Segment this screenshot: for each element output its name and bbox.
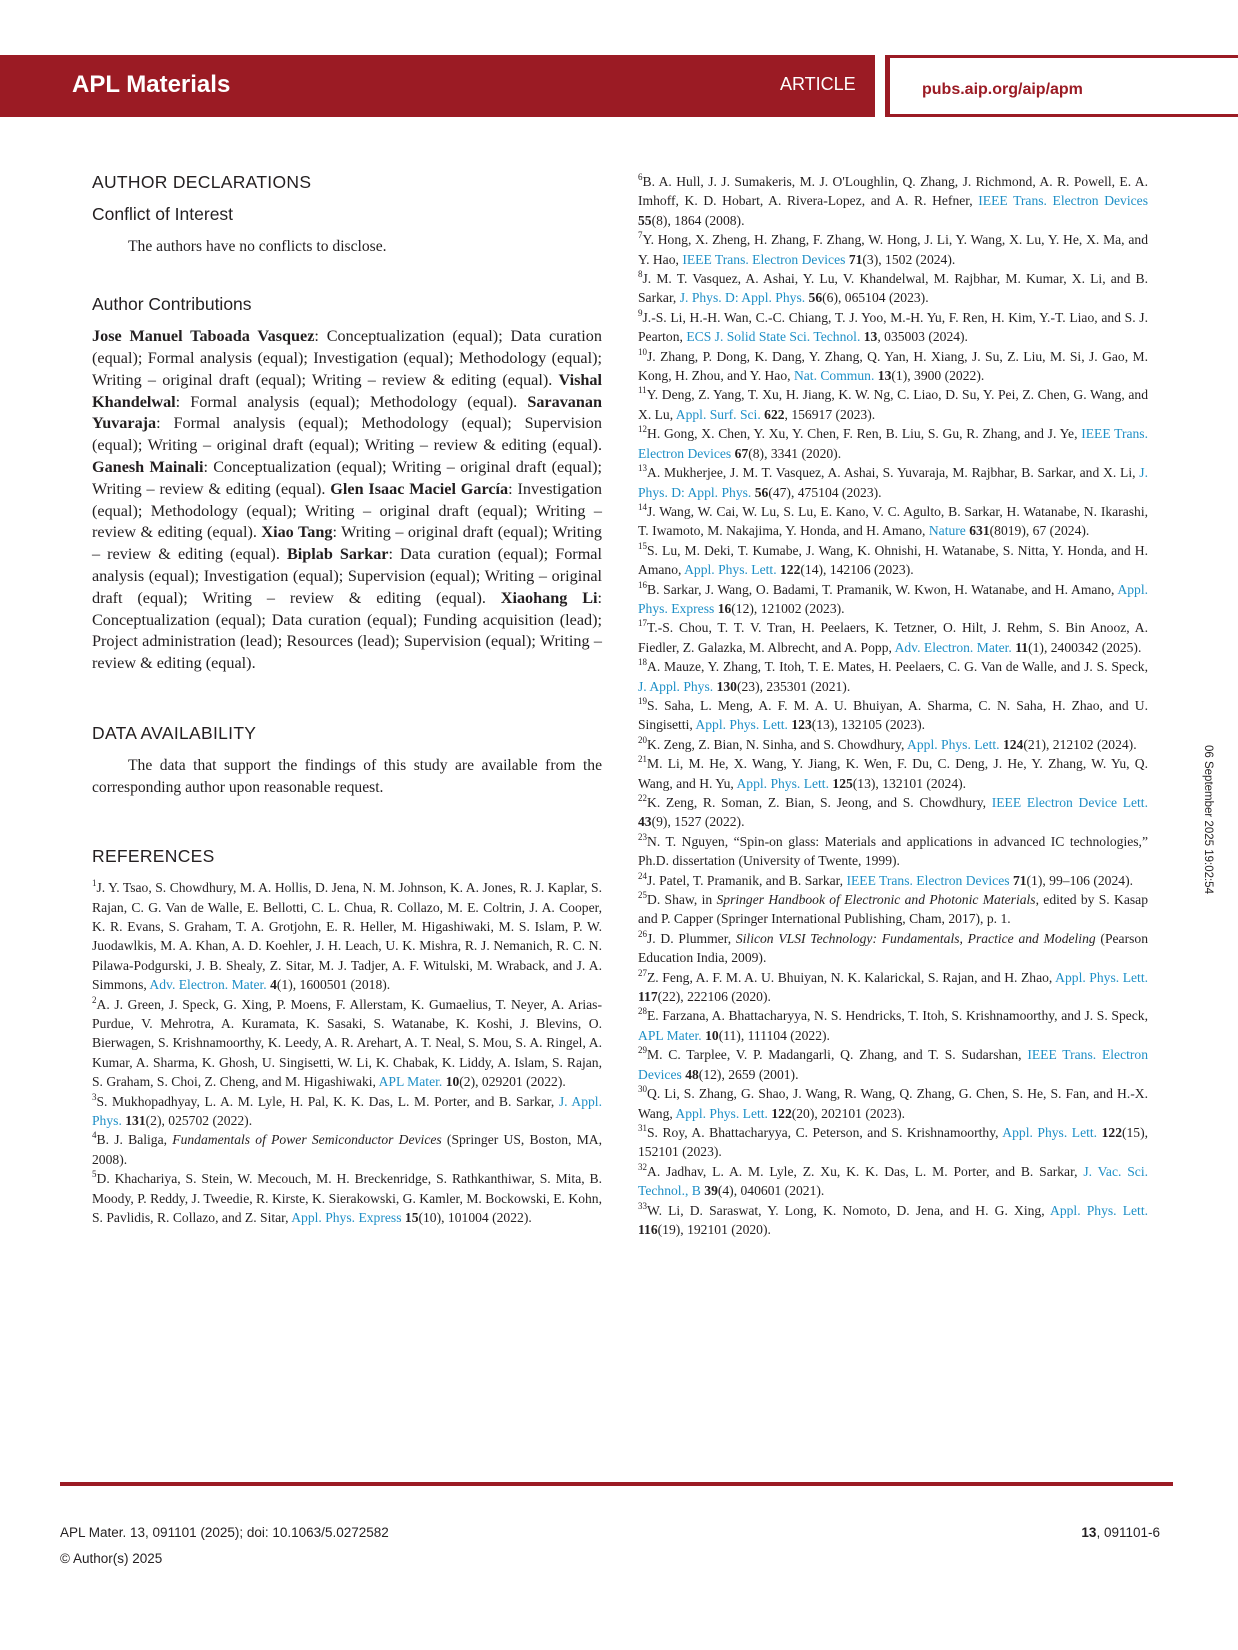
reference-item: $^{28}$E. Farzana, A. Bhattacharyya, N. S. Hendricks, T. Itoh, S. Krishnamoorthy, and J. S. Speck, APL Mater. 10(11), 111104 (2022). xyxy=(638,1006,1148,1043)
reference-item: $^7$Y. Hong, X. Zheng, H. Zhang, F. Zhang, W. Hong, J. Li, Y. Wang, X. Lu, Y. He, X. Ma, and Y. Hao, IEEE Trans. Electron Devices 71(3), 1502 (2024). xyxy=(638,230,1148,267)
journal-link[interactable]: Appl. Phys. Lett. xyxy=(1050,1202,1148,1218)
reference-number: 4 xyxy=(92,1130,97,1141)
volume-number: 16 xyxy=(717,600,732,616)
volume-number: 55 xyxy=(638,212,652,228)
contributor-name: Vishal Khandelwal xyxy=(92,370,602,411)
journal-link[interactable]: Adv. Electron. Mater. xyxy=(894,639,1012,655)
reference-item: $^{26}$J. D. Plummer, Silicon VLSI Technology: Fundamentals, Practice and Modeling (Pearson Education India, 2009). xyxy=(638,928,1148,966)
footer-page-number: 13, 091101-6 xyxy=(1081,1525,1160,1540)
reference-number: 23 xyxy=(638,831,647,842)
volume-number: 123 xyxy=(791,717,812,733)
reference-number: 22 xyxy=(638,793,647,803)
reference-item: $^{24}$J. Patel, T. Pramanik, and B. Sarkar, IEEE Trans. Electron Devices 71(1), 99–106 (2024). xyxy=(638,870,1133,888)
volume-number: 48 xyxy=(685,1066,699,1082)
journal-link[interactable]: J. Appl. Phys. xyxy=(92,1093,602,1128)
volume-number: 67 xyxy=(734,445,749,461)
contributor-name: Glen Isaac Maciel García xyxy=(330,479,509,498)
reference-item: $^{16}$B. Sarkar, J. Wang, O. Badami, T. Pramanik, W. Kwon, H. Watanabe, and H. Amano, Appl. Phys. Express 16(12), 121002 (2023). xyxy=(638,579,1148,616)
journal-link[interactable]: Appl. Phys. Express xyxy=(291,1210,402,1226)
article-type: ARTICLE xyxy=(780,74,856,94)
book-title: Springer Handbook of Electronic and Photonic Materials xyxy=(716,892,1036,908)
reference-item: $^{29}$M. C. Tarplee, V. P. Madangarli, Q. Zhang, and T. S. Sudarshan, IEEE Trans. Electron Devices 48(12), 2659 (2001). xyxy=(638,1045,1149,1082)
footer-citation: APL Mater. 13, 091101 (2025); doi: 10.1063/5.0272582 xyxy=(60,1525,389,1540)
contributor-roles: : Conceptualization (equal); Data curation (equal); Formal analysis (equal); Investigation (equal); Methodology (equal); Writing – original draft (equal); Writing – review & editing (equal). xyxy=(92,327,602,389)
url-box xyxy=(890,58,1238,114)
reference-number: 26 xyxy=(638,928,647,939)
reference-number: 27 xyxy=(638,967,647,978)
volume-number: 122 xyxy=(780,562,801,578)
journal-link[interactable]: ECS J. Solid State Sci. Technol. xyxy=(686,329,861,345)
reference-number: 3 xyxy=(92,1091,97,1102)
volume-number: 631 xyxy=(969,523,990,539)
journal-link[interactable]: APL Mater. xyxy=(378,1074,443,1090)
reference-item: $^{20}$K. Zeng, Z. Bian, N. Sinha, and S. Chowdhury, Appl. Phys. Lett. 124(21), 212102 (2024). xyxy=(638,734,1137,752)
journal-link[interactable]: Appl. Phys. Lett. xyxy=(1002,1124,1098,1140)
reference-item: $^6$B. A. Hull, J. J. Sumakeris, M. J. O'Loughlin, Q. Zhang, J. Richmond, A. R. Powell, E. A. Imhoff, K. D. Hobart, A. Rivera-Lopez, and A. R. Hefner, IEEE Trans. Electron Devices 55(8), 1864 (2008). xyxy=(638,172,1148,228)
data-availability-heading: DATA AVAILABILITY xyxy=(92,722,257,743)
reference-number: 14 xyxy=(638,501,647,512)
reference-item: $^{27}$Z. Feng, A. F. M. A. U. Bhuiyan, N. K. Kalarickal, S. Rajan, and H. Zhao, Appl. Phys. Lett. 117(22), 222106 (2020). xyxy=(638,967,1148,1005)
reference-item: $^2$A. J. Green, J. Speck, G. Xing, P. Moens, F. Allerstam, K. Gumaelius, T. Neyer, A. Arias-Purdue, V. Mehrotra, A. Kuramata, K. Sasaki, S. Watanabe, K. Koshi, J. Blevins, O. Bierwagen, S. Krishnamoorthy, K. Leedy, A. R. Arehart, A. T. Neal, S. Mou, S. A. Ringel, A. Kumar, A. Sharma, K. Ghosh, U. Singisetti, W. Li, K. Chabak, K. Liddy, A. Islam, S. Rajan, S. Graham, S. Choi, Z. Cheng, and M. Higashiwaki, APL Mater. 10(2), 029201 (2022). xyxy=(92,994,602,1090)
journal-link[interactable]: Appl. Phys. Lett. xyxy=(695,717,788,733)
reference-item: $^{17}$T.-S. Chou, T. T. V. Tran, H. Peelaers, K. Tetzner, O. Hilt, J. Rehm, S. Bin Anooz, A. Fiedler, Z. Galazka, M. Albrecht, and A. Popp, Adv. Electron. Mater. 11(1), 2400342 (2025). xyxy=(638,618,1148,655)
url-bar xyxy=(885,55,1238,117)
data-availability-text: The data that support the findings of this study are available from the corresponding author upon reasonable request. xyxy=(92,756,602,796)
reference-number: 10 xyxy=(638,346,647,357)
reference-number: 32 xyxy=(638,1161,647,1172)
journal-link[interactable]: APL Mater. xyxy=(638,1027,702,1043)
reference-item: $^8$J. M. T. Vasquez, A. Ashai, Y. Lu, V. Khandelwal, M. Rajbhar, M. Kumar, X. Li, and B. Sarkar, J. Phys. D: Appl. Phys. 56(6), 065104 (2023). xyxy=(638,269,1148,306)
reference-item: $^{15}$S. Lu, M. Deki, T. Kumabe, J. Wang, K. Ohnishi, H. Watanabe, S. Nitta, Y. Honda, and H. Amano, Appl. Phys. Lett. 122(14), 142106 (2023). xyxy=(638,540,1148,578)
volume-number: 131 xyxy=(125,1113,146,1128)
reference-number: 29 xyxy=(638,1045,647,1056)
contributor-roles: : Conceptualization (equal); Data curation (equal); Funding acquisition (lead); Project administration (lead); Resources (lead); Supervision (equal); Writing – review & editing (equal). xyxy=(92,588,602,673)
footer-rule xyxy=(60,1482,1173,1486)
contributor-roles: : Data curation (equal); Formal analysis (equal); Investigation (equal); Supervision (equal); Writing – original draft (equal); Writing – review & editing (equal). xyxy=(92,545,602,607)
journal-url-link[interactable]: pubs.aip.org/aip/apm xyxy=(922,81,1083,98)
coi-heading: Conflict of Interest xyxy=(92,203,234,224)
journal-link[interactable]: Appl. Phys. Lett. xyxy=(736,775,829,791)
reference-number: 18 xyxy=(638,657,647,668)
reference-item: $^3$S. Mukhopadhyay, L. A. M. Lyle, H. Pal, K. K. Das, L. M. Porter, and B. Sarkar, J. Appl. Phys. 131(2), 025702 (2022). xyxy=(92,1091,602,1128)
reference-number: 21 xyxy=(638,754,647,765)
reference-number: 6 xyxy=(638,172,643,182)
journal-link[interactable]: J. Phys. D: Appl. Phys. xyxy=(679,290,806,306)
contributor-name: Saravanan Yuvaraja xyxy=(92,392,602,433)
reference-item: $^5$D. Khachariya, S. Stein, W. Mecouch, M. H. Breckenridge, S. Rathkanthiwar, S. Mita, B. Moody, P. Reddy, J. Tweedie, R. Kirste, K. Sierakowski, G. Kamler, M. Bockowski, E. Kohn, S. Pavlidis, R. Collazo, and Z. Sitar, Appl. Phys. Express 15(10), 101004 (2022). xyxy=(92,1169,602,1226)
reference-number: 30 xyxy=(638,1084,647,1095)
journal-link[interactable]: Appl. Phys. Express xyxy=(638,581,1148,616)
reference-number: 25 xyxy=(638,890,647,901)
volume-number: 71 xyxy=(1012,872,1027,888)
volume-number: 125 xyxy=(832,775,853,791)
author-contributions-text xyxy=(92,326,602,675)
journal-link[interactable]: Appl. Phys. Lett. xyxy=(675,1105,768,1121)
volume-number: 117 xyxy=(638,989,658,1005)
reference-item: $^{11}$Y. Deng, Z. Yang, T. Xu, H. Jiang, K. W. Ng, C. Liao, D. Su, Y. Pei, Z. Chen, G. Wang, and X. Lu, Appl. Surf. Sci. 622, 156917 (2023). xyxy=(638,385,1148,422)
reference-item: $^{13}$A. Mukherjee, J. M. T. Vasquez, A. Ashai, S. Yuvaraja, M. Rajbhar, B. Sarkar, and X. Li, J. Phys. D: Appl. Phys. 56(47), 475104 (2023). xyxy=(638,463,1148,500)
journal-link[interactable]: IEEE Trans. Electron Devices xyxy=(978,193,1148,209)
journal-link[interactable]: J. Phys. D: Appl. Phys. xyxy=(638,465,1148,500)
coi-text: The authors have no conflicts to disclose. xyxy=(128,237,387,255)
contributor-name: Jose Manuel Taboada Vasquez xyxy=(92,327,315,346)
contributor-roles: : Writing – original draft (equal); Writing – review & editing (equal). xyxy=(92,523,602,564)
footer-copyright: © Author(s) 2025 xyxy=(60,1551,163,1566)
journal-link[interactable]: IEEE Trans. Electron Devices xyxy=(638,1047,1149,1082)
journal-link[interactable]: Appl. Phys. Lett. xyxy=(907,736,1000,752)
journal-link[interactable]: Appl. Phys. Lett. xyxy=(684,562,777,578)
references-heading: REFERENCES xyxy=(92,846,215,867)
volume-number: 622 xyxy=(764,406,785,422)
reference-number: 16 xyxy=(638,579,647,590)
reference-list-right xyxy=(638,172,1148,1239)
book-title: Fundamentals of Power Semiconductor Devices xyxy=(172,1132,442,1148)
reference-item: $^1$J. Y. Tsao, S. Chowdhury, M. A. Hollis, D. Jena, N. M. Johnson, K. A. Jones, R. J. Kaplar, S. Rajan, C. G. Van de Walle, E. Bellotti, C. L. Chua, R. Collazo, M. E. Coltrin, J. A. Cooper, K. R. Evans, S. Graham, T. A. Grotjohn, E. R. Heller, M. Higashiwaki, M. S. Islam, P. W. Juodawlkis, M. A. Khan, A. D. Koehler, J. H. Leach, U. K. Mishra, R. J. Nemanich, R. C. N. Pilawa-Podgurski, J. B. Shealy, Z. Sitar, M. J. Tadjer, A. F. Witulski, M. Wraback, and J. A. Simmons, Adv. Electron. Mater. 4(1), 1600501 (2018). xyxy=(92,878,602,993)
reference-number: 11 xyxy=(638,385,647,396)
contributor-name: Xiaohang Li xyxy=(500,588,598,607)
reference-number: 20 xyxy=(638,734,647,745)
contributor-roles: : Conceptualization (equal); Writing – original draft (equal); Writing – review & editing (equal). xyxy=(92,457,602,498)
reference-number: 28 xyxy=(638,1006,647,1017)
volume-number: 130 xyxy=(716,678,737,694)
volume-number: 13 xyxy=(877,368,892,384)
reference-number: 19 xyxy=(638,695,647,706)
volume-number: 10 xyxy=(445,1074,460,1090)
reference-item: $^{22}$K. Zeng, R. Soman, Z. Bian, S. Jeong, and S. Chowdhury, IEEE Electron Device Lett. 43(9), 1527 (2022). xyxy=(638,793,1148,830)
author-declarations-heading: AUTHOR DECLARATIONS xyxy=(92,172,312,192)
contributor-name: Ganesh Mainali xyxy=(92,457,204,476)
journal-header xyxy=(0,55,1238,117)
left-column xyxy=(92,172,602,1227)
reference-number: 1 xyxy=(92,878,97,889)
reference-number: 24 xyxy=(638,870,647,881)
reference-item: $^{32}$A. Jadhav, L. A. M. Lyle, Z. Xu, K. K. Das, L. M. Porter, and B. Sarkar, J. Vac. Sci. Technol., B 39(4), 040601 (2021). xyxy=(638,1161,1148,1199)
journal-link[interactable]: Nature xyxy=(928,523,966,539)
volume-number: 15 xyxy=(404,1210,419,1226)
journal-link[interactable]: IEEE Trans. Electron Devices xyxy=(846,872,1010,888)
volume-number: 39 xyxy=(704,1183,718,1199)
contributor-name: Biplab Sarkar xyxy=(286,545,389,564)
volume-number: 10 xyxy=(705,1027,719,1043)
reference-item: $^4$B. J. Baliga, Fundamentals of Power Semiconductor Devices (Springer US, Boston, MA, 2008). xyxy=(92,1130,603,1167)
book-title: Silicon VLSI Technology: Fundamentals, Practice and Modeling xyxy=(735,930,1096,946)
volume-number: 122 xyxy=(1101,1124,1122,1140)
header-bar xyxy=(0,55,875,117)
volume-number: 122 xyxy=(771,1105,792,1121)
reference-number: 13 xyxy=(638,463,647,474)
reference-number: 5 xyxy=(92,1169,97,1180)
journal-link[interactable]: J. Appl. Phys. xyxy=(638,678,714,694)
contributor-roles: : Investigation (equal); Methodology (equal); Writing – original draft (equal); Writing – review & editing (equal). xyxy=(92,479,603,542)
contributor-name: Xiao Tang xyxy=(261,523,333,542)
reference-number: 31 xyxy=(638,1122,647,1133)
reference-item: $^{31}$S. Roy, A. Bhattacharyya, C. Peterson, and S. Krishnamoorthy, Appl. Phys. Lett. 122(15), 152101 (2023). xyxy=(638,1122,1149,1160)
reference-number: 9 xyxy=(638,307,643,318)
reference-number: 2 xyxy=(92,994,97,1005)
reference-number: 7 xyxy=(638,230,643,241)
journal-link[interactable]: Appl. Phys. Lett. xyxy=(1055,969,1148,985)
journal-link[interactable]: Adv. Electron. Mater. xyxy=(149,977,267,993)
reference-item: $^{10}$J. Zhang, P. Dong, K. Dang, Y. Zhang, Q. Yan, H. Xiang, J. Su, Z. Liu, M. Si, J. Gao, M. Kong, H. Zhou, and Y. Hao, Nat. Commun. 13(1), 3900 (2022). xyxy=(638,346,1148,384)
reference-item: $^9$J.-S. Li, H.-H. Wan, C.-C. Chiang, T. J. Yoo, M.-H. Yu, F. Ren, H. Kim, Y.-T. Liao, and S. J. Pearton, ECS J. Solid State Sci. Technol. 13, 035003 (2024). xyxy=(638,307,1148,345)
journal-link[interactable]: IEEE Electron Device Lett. xyxy=(991,795,1148,810)
reference-item: $^{25}$D. Shaw, in Springer Handbook of Electronic and Photonic Materials, edited by S. Kasap and P. Capper (Springer International Publishing, Cham, 2017), p. 1. xyxy=(638,890,1148,927)
reference-number: 15 xyxy=(638,540,647,551)
reference-number: 17 xyxy=(638,618,647,629)
reference-number: 12 xyxy=(638,424,647,435)
reference-number: 8 xyxy=(638,269,643,280)
journal-link[interactable]: IEEE Trans. Electron Devices xyxy=(682,251,846,267)
volume-number: 71 xyxy=(848,251,863,267)
reference-item: $^{12}$H. Gong, X. Chen, Y. Xu, Y. Chen, F. Ren, B. Liu, S. Gu, R. Zhang, and J. Ye, IEEE Trans. Electron Devices 67(8), 3341 (2020). xyxy=(638,424,1148,461)
reference-item: $^{30}$Q. Li, S. Zhang, G. Shao, J. Wang, R. Wang, Q. Zhang, G. Chen, S. He, S. Fan, and H.-X. Wang, Appl. Phys. Lett. 122(20), 202101 (2023). xyxy=(638,1084,1148,1121)
reference-item: $^{18}$A. Mauze, Y. Zhang, T. Itoh, T. E. Mates, H. Peelaers, C. G. Van de Walle, and J. S. Speck, J. Appl. Phys. 130(23), 235301 (2021). xyxy=(638,657,1148,694)
volume-number: 56 xyxy=(754,484,769,500)
contributor-roles: : Formal analysis (equal); Methodology (equal); Supervision (equal); Writing – original draft (equal); Writing – review & editing (equal). xyxy=(92,414,602,455)
volume-number: 13 xyxy=(863,329,878,345)
journal-link[interactable]: Nat. Commun. xyxy=(793,368,875,384)
reference-item: $^{14}$J. Wang, W. Cai, W. Lu, S. Lu, E. Kano, V. C. Agulto, B. Sarkar, H. Watanabe, N. Ikarashi, T. Iwamoto, M. Nakajima, Y. Honda, and H. Amano, Nature 631(8019), 67 (2024). xyxy=(638,501,1148,539)
reference-item: $^{33}$W. Li, D. Saraswat, Y. Long, K. Nomoto, D. Jena, and H. G. Xing, Appl. Phys. Lett. 116(19), 192101 (2020). xyxy=(638,1200,1148,1237)
volume-number: 116 xyxy=(638,1221,658,1237)
volume-number: 56 xyxy=(808,290,823,306)
contrib-heading: Author Contributions xyxy=(92,294,252,315)
volume-number: 4 xyxy=(270,977,277,993)
contributor-roles: : Formal analysis (equal); Methodology (equal). xyxy=(175,392,528,411)
journal-link[interactable]: IEEE Trans. Electron Devices xyxy=(638,426,1148,461)
journal-link[interactable]: J. Vac. Sci. Technol., B xyxy=(638,1163,1148,1199)
journal-link[interactable]: Appl. Surf. Sci. xyxy=(675,406,761,422)
volume-number: 11 xyxy=(1015,639,1029,655)
reference-item: $^{21}$M. Li, M. He, X. Wang, Y. Jiang, K. Wen, F. Du, C. Deng, J. He, Y. Zhang, W. Yu, Q. Wang, and H. Yu, Appl. Phys. Lett. 125(13), 132101 (2024). xyxy=(638,754,1148,791)
reference-number: 33 xyxy=(638,1200,647,1211)
download-timestamp: 06 September 2025 19:02:54 xyxy=(1202,745,1214,894)
reference-item: $^{23}$N. T. Nguyen, “Spin-on glass: Materials and applications in advanced IC technologies,” Ph.D. dissertation (University of Twente, 1999). xyxy=(638,831,1148,869)
journal-title: APL Materials xyxy=(72,71,231,98)
reference-item: $^{19}$S. Saha, L. Meng, A. F. M. A. U. Bhuiyan, A. Sharma, C. N. Saha, H. Zhao, and U. Singisetti, Appl. Phys. Lett. 123(13), 132105 (2023). xyxy=(638,695,1148,733)
volume-number: 124 xyxy=(1002,736,1024,752)
volume-number: 43 xyxy=(638,814,652,830)
reference-list-left xyxy=(92,878,602,1227)
